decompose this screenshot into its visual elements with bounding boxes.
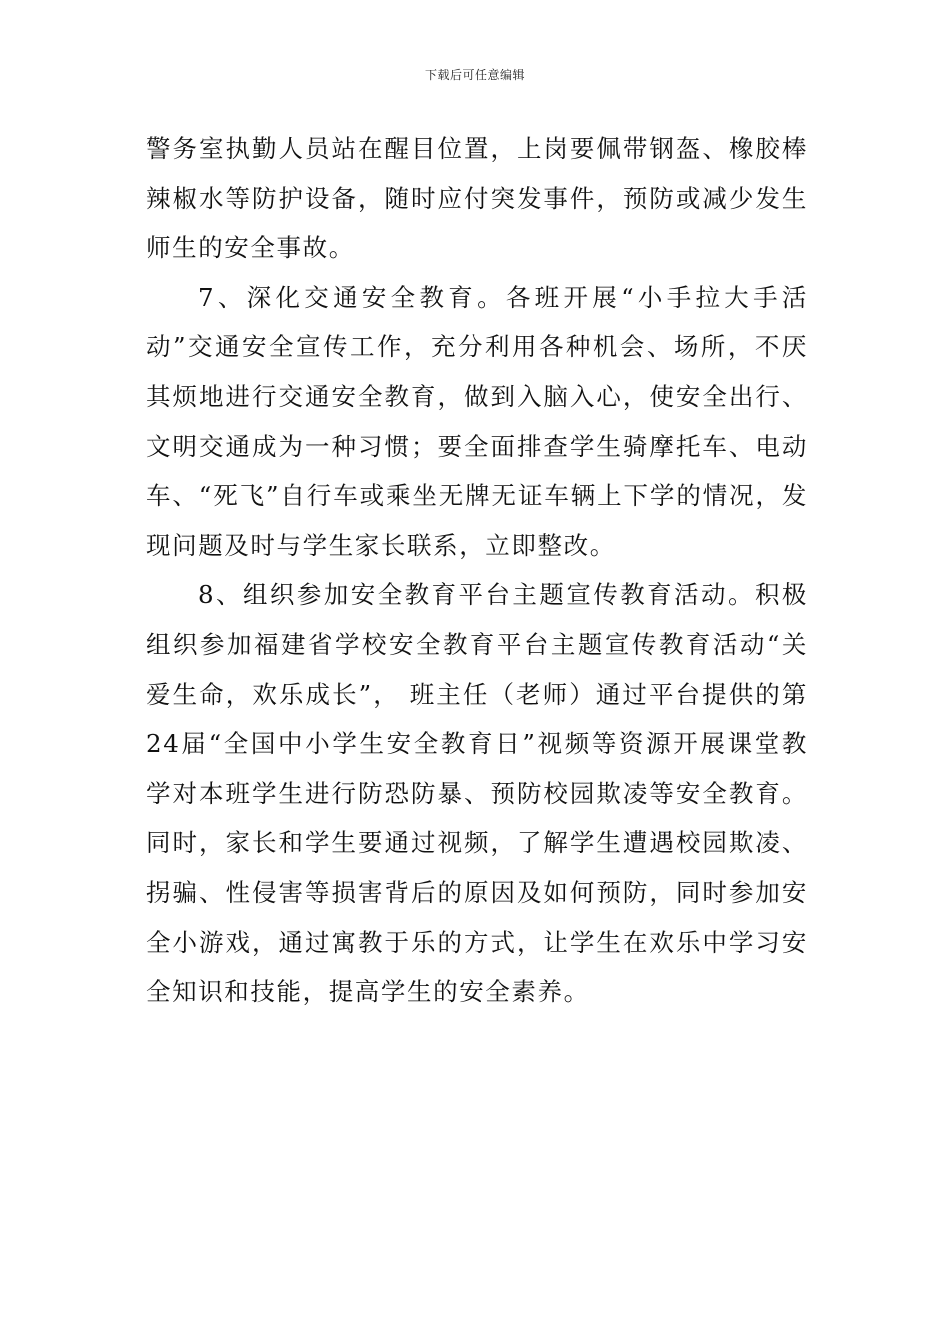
page-header: 下载后可任意编辑 [424,68,525,82]
paragraph-item-7: 7、深化交通安全教育。各班开展“小手拉大手活动”交通安全宣传工作，充分利用各种机会、场所，不厌其烦地进行交通安全教育，做到入脑入心，使安全出行、文明交通成为一种习惯；要全面排查学生骑摩托车、电动车、“死飞”自行车或乘坐无牌无证车辆上下学的情况，发现问题及时与学生家长联系，立即整改。 [146,282,808,560]
paragraph-item-8: 8、组织参加安全教育平台主题宣传教育活动。积极组织参加福建省学校安全教育平台主题宣传教育活动“关爱生命，欢乐成长”， 班主任（老师）通过平台提供的第24届“全国中小学生安全教育日”视频等资源开展课堂教学对本班学生进行防恐防暴、预防校园欺凌等安全教育。同时，家长和学生要通过视频，了解学生遭遇校园欺凌、拐骗、性侵害等损害背后的原因及如何预防，同时参加安全小游戏，通过寓教于乐的方式，让学生在欢乐中学习安全知识和技能，提高学生的安全素养。 [146,580,808,1007]
paragraph-continuation: 警务室执勤人员站在醒目位置，上岗要佩带钢盔、橡胶棒辣椒水等防护设备，随时应付突发事件，预防或减少发生师生的安全事故。 [146,134,808,263]
document-body [146,124,808,1017]
